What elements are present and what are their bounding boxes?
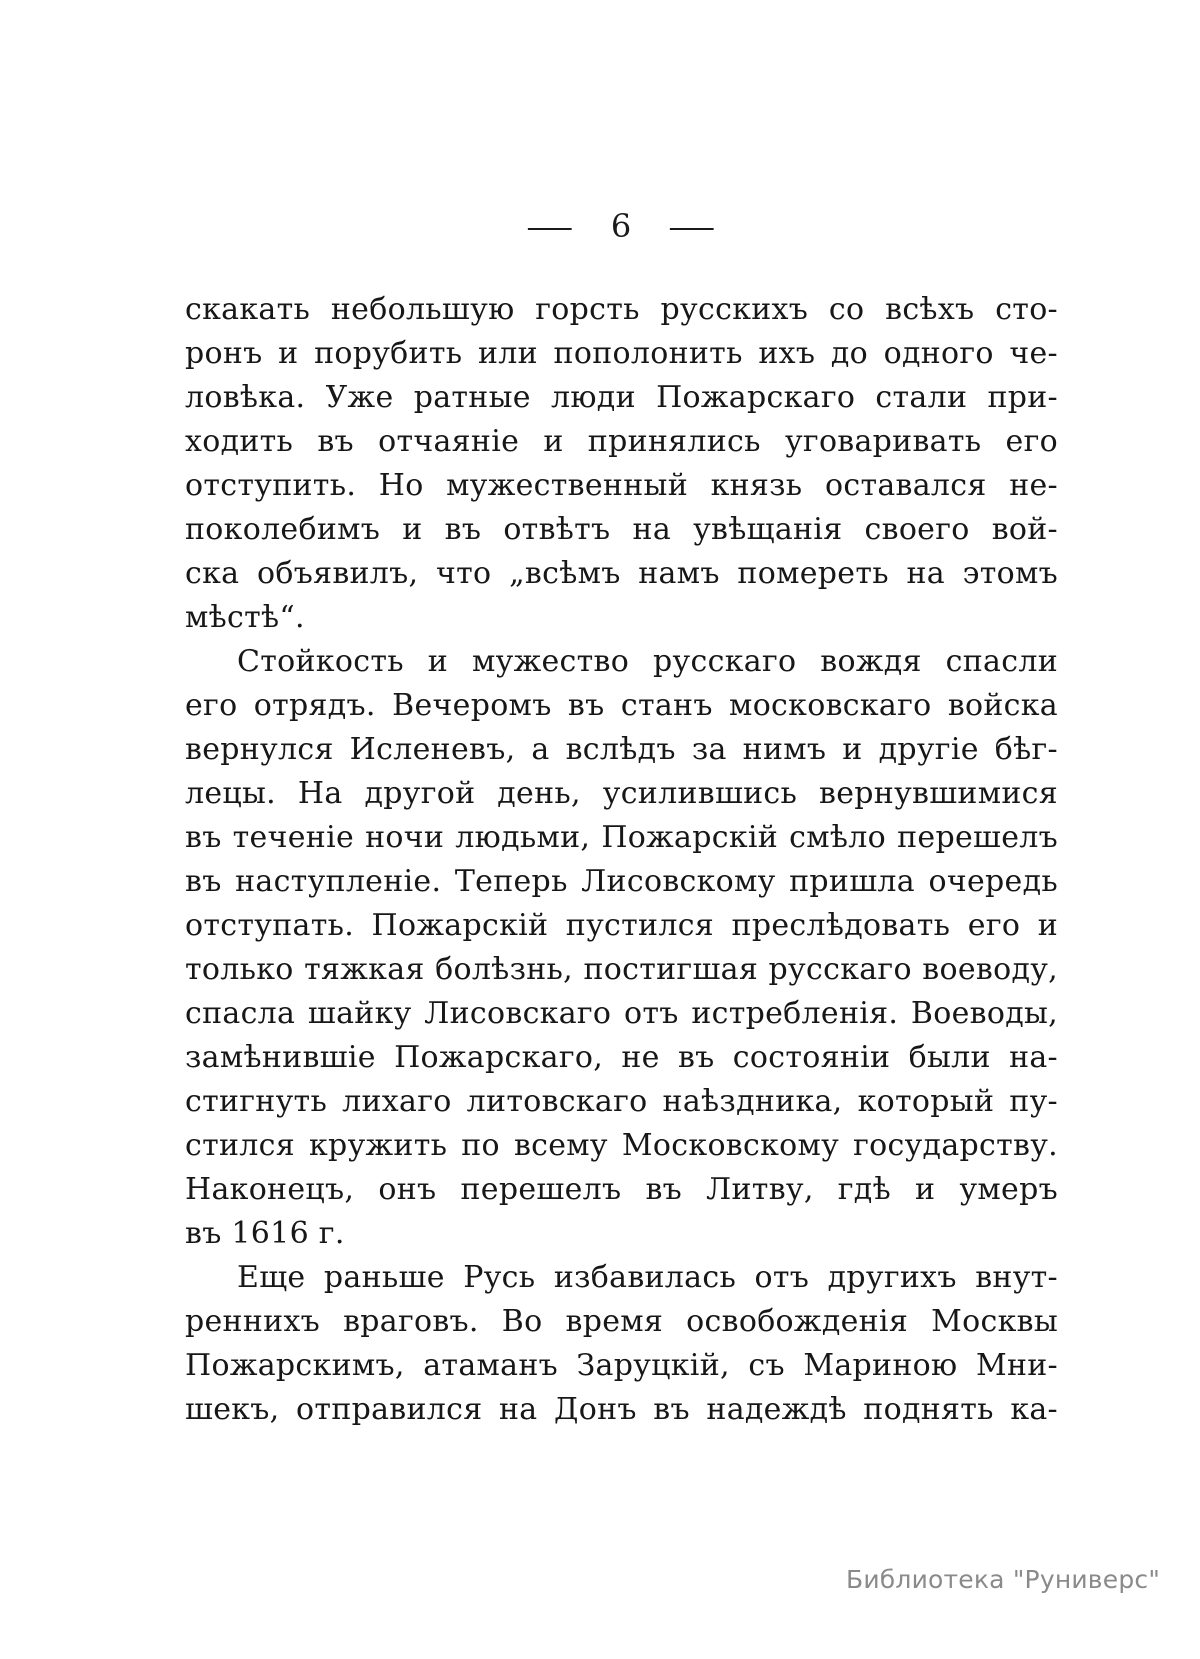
- text-line-1: скакать небольшую горсть русскихъ со всѣхъ сто-: [185, 292, 1058, 327]
- text-line-16: только тяжкая болѣзнь, постигшая русскаго воеводу,: [185, 952, 1058, 987]
- text-line-12: лецы. На другой день, усилившись вернувшимися: [185, 776, 1058, 811]
- text-line-10: его отрядъ. Вечеромъ въ станъ московскаго войска: [185, 688, 1058, 723]
- page-number-value: 6: [610, 207, 633, 245]
- text-line-24: реннихъ враговъ. Во время освобожденія Москвы: [185, 1304, 1058, 1339]
- text-line-3: ловѣка. Уже ратные люди Пожарскаго стали при-: [185, 380, 1058, 415]
- text-line-7: ска объявилъ, что „всѣмъ намъ помереть на этомъ: [185, 556, 1058, 591]
- library-watermark: Библиотека "Руниверс": [846, 1565, 1161, 1594]
- body-text: [185, 288, 1058, 1432]
- text-line-14: въ наступленіе. Теперь Лисовскому пришла очередь: [185, 864, 1058, 899]
- text-line-25: Пожарскимъ, атаманъ Заруцкій, съ Мариною Мни-: [185, 1348, 1058, 1383]
- text-line-8: мѣстѣ“.: [185, 600, 305, 635]
- text-line-9: Стойкость и мужество русскаго вождя спасли: [237, 644, 1058, 679]
- text-line-2: ронъ и порубить или пополонить ихъ до одного че-: [185, 336, 1058, 371]
- text-line-4: ходить въ отчаяніе и принялись уговаривать его: [185, 424, 1058, 459]
- text-line-21: Наконецъ, онъ перешелъ въ Литву, гдѣ и умеръ: [185, 1172, 1058, 1207]
- text-line-19: стигнуть лихаго литовскаго наѣздника, который пу-: [185, 1084, 1058, 1119]
- page-number: [185, 207, 1058, 245]
- text-line-13: въ теченіе ночи людьми, Пожарскій смѣло перешелъ: [185, 820, 1058, 855]
- text-line-26: шекъ, отправился на Донъ въ надеждѣ поднять ка-: [185, 1392, 1058, 1427]
- text-line-11: вернулся Исленевъ, а вслѣдъ за нимъ и другіе бѣг-: [185, 732, 1058, 767]
- text-line-20: стился кружить по всему Московскому государству.: [185, 1128, 1058, 1163]
- text-line-23: Еще раньше Русь избавилась отъ другихъ внут-: [237, 1260, 1058, 1295]
- text-line-6: поколебимъ и въ отвѣтъ на увѣщанія своего вой-: [185, 512, 1058, 547]
- text-line-15: отступать. Пожарскій пустился преслѣдовать его и: [185, 908, 1058, 943]
- text-line-22: въ 1616 г.: [185, 1216, 345, 1251]
- text-line-17: спасла шайку Лисовскаго отъ истребленія. Воеводы,: [185, 996, 1058, 1031]
- text-line-5: отступить. Но мужественный князь оставался не-: [185, 468, 1058, 503]
- page-number-dash-left: —: [525, 210, 576, 245]
- text-line-18: замѣнившіе Пожарскаго, не въ состояніи были на-: [185, 1040, 1058, 1075]
- page-number-dash-right: —: [667, 210, 718, 245]
